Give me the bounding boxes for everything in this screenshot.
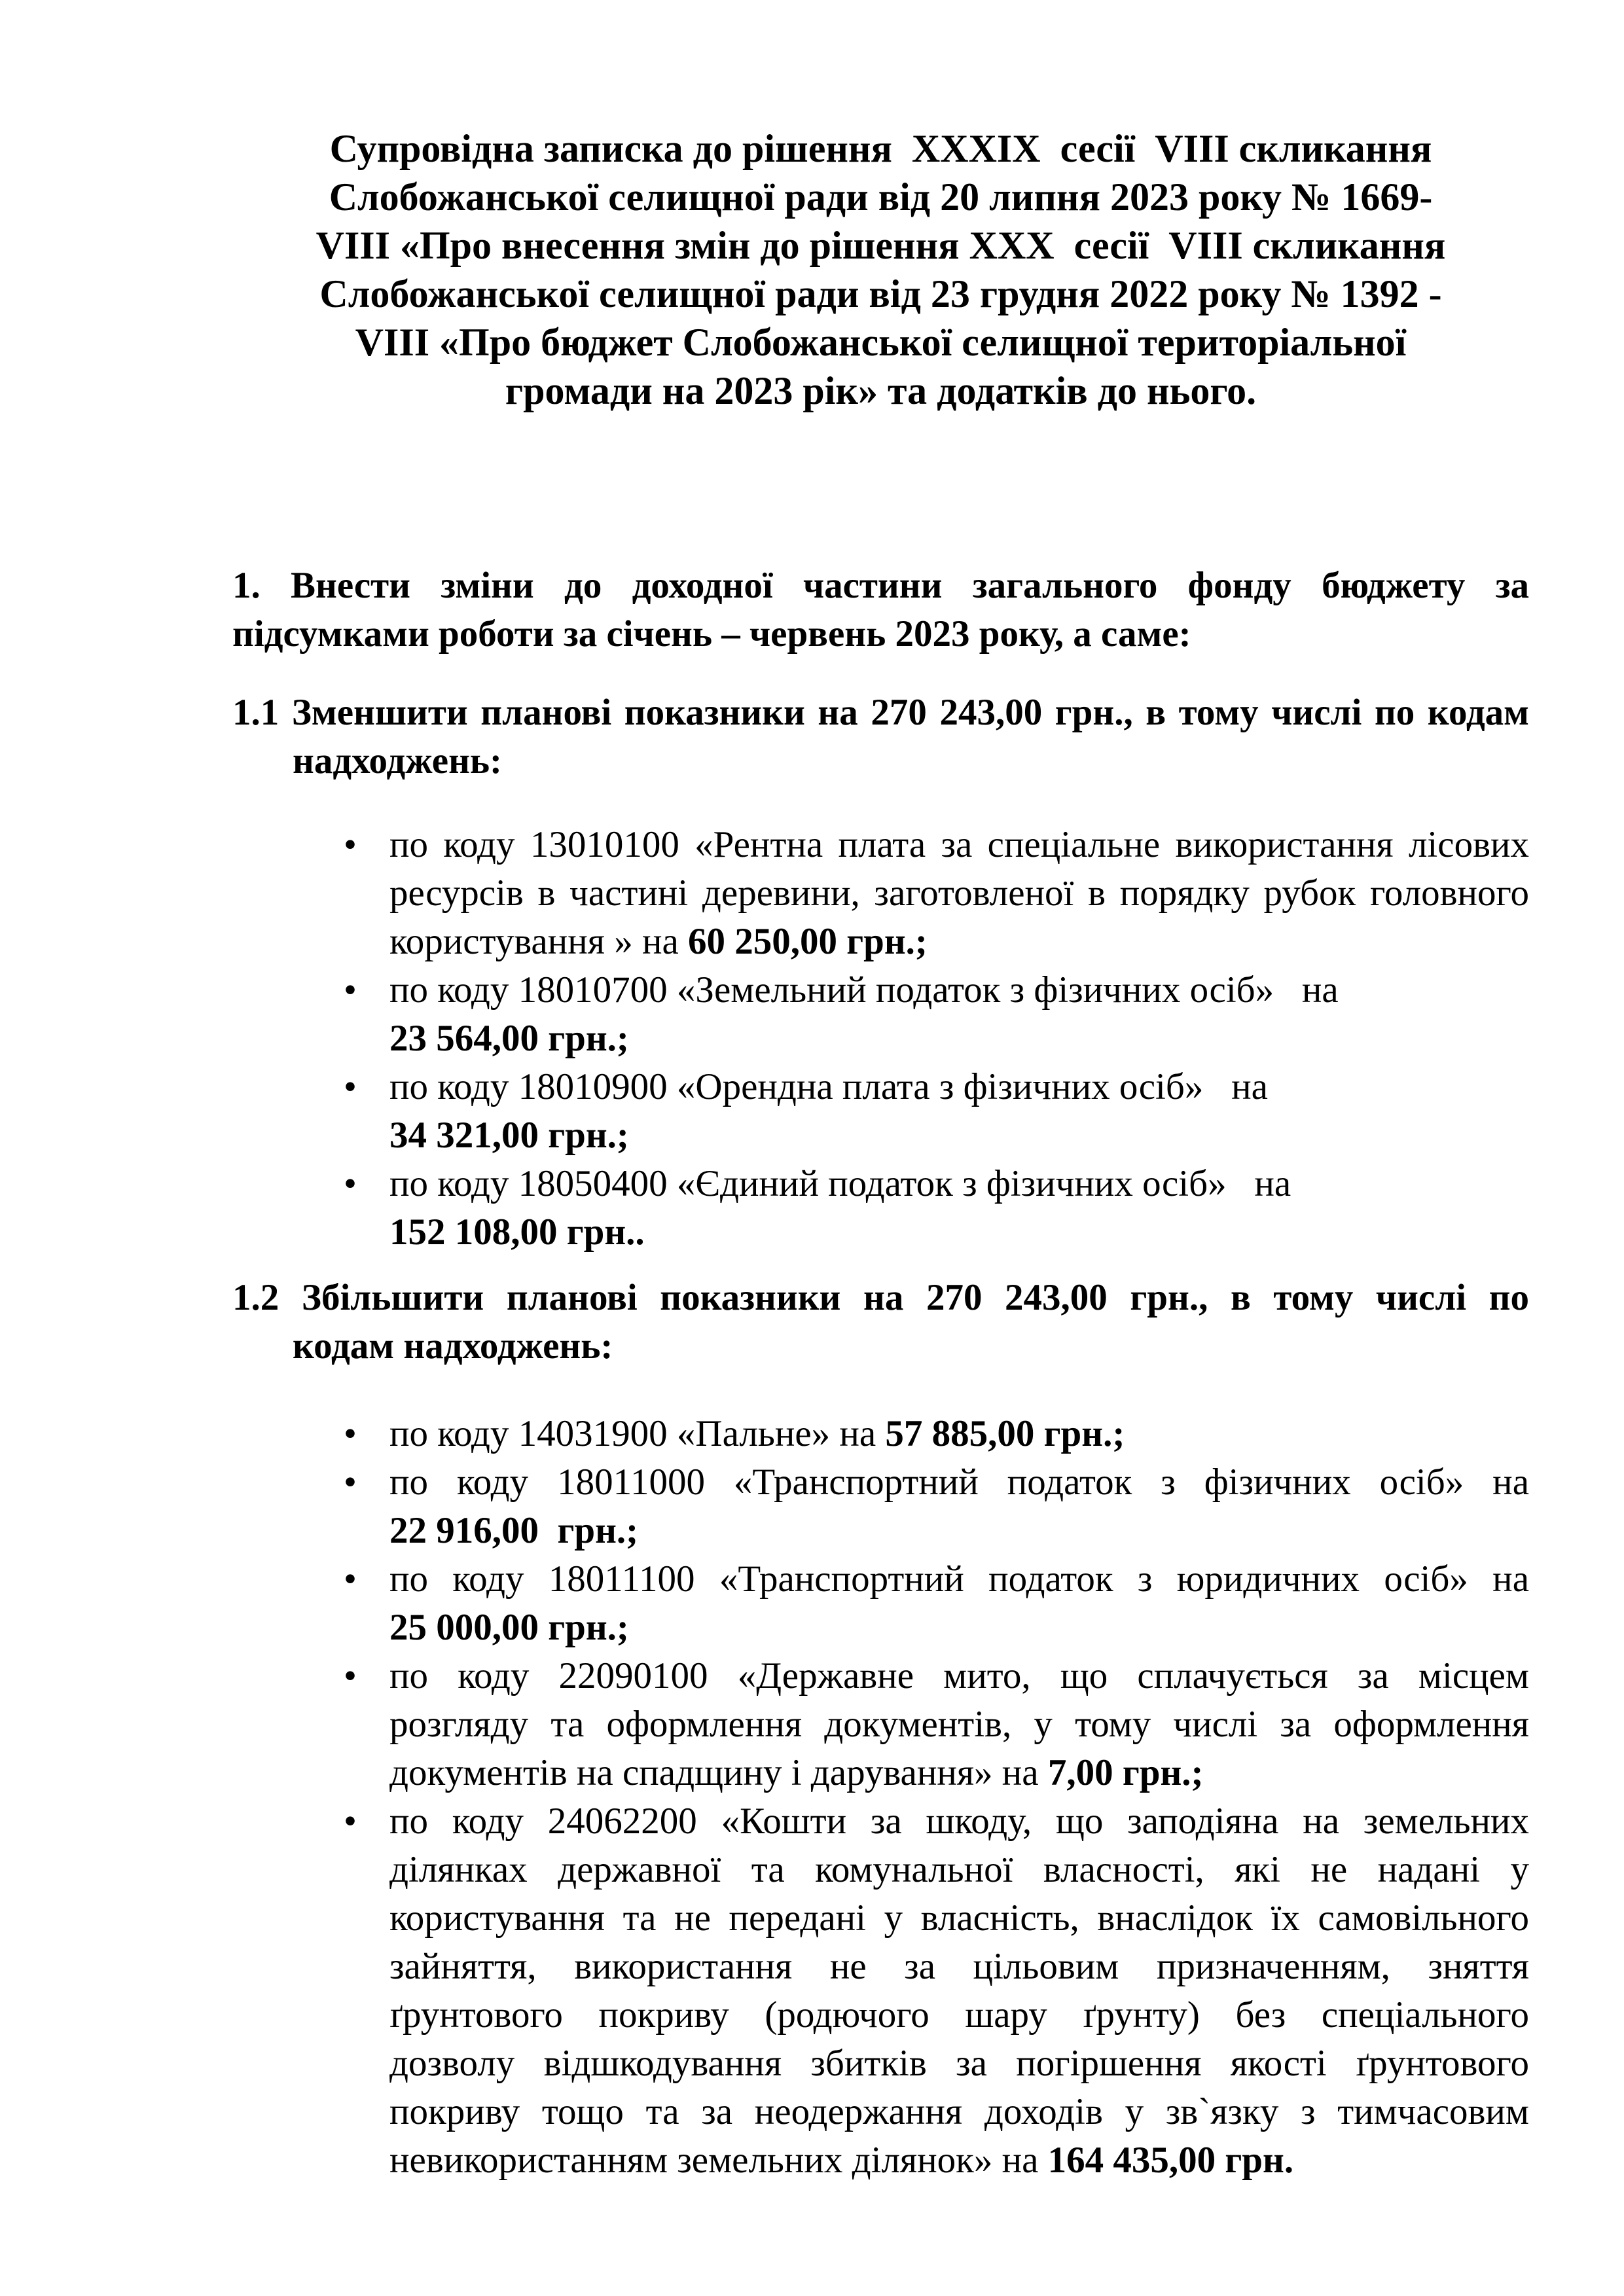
text-line: 152 108,00 грн.. bbox=[389, 1211, 645, 1253]
bullet-icon: • bbox=[344, 1655, 357, 1696]
list-item-code-18010900 bbox=[232, 1063, 1529, 1160]
text-line: 22 916,00 грн.; bbox=[389, 1510, 639, 1551]
title-line-5: VIII «Про бюджет Слобожанської селищної територіальної bbox=[355, 321, 1407, 364]
text-line: 23 564,00 грн.; bbox=[389, 1018, 629, 1059]
text-line: 34 321,00 грн.; bbox=[389, 1115, 629, 1156]
list-item-code-22090100 bbox=[232, 1652, 1529, 1797]
heading-1-1-line-1: 1.1 Зменшити планові показники на 270 243,00 грн., в тому числі по кодам bbox=[232, 692, 1529, 733]
text-line: по коду 24062200 «Кошти за шкоду, що заподіяна на земельних bbox=[389, 1801, 1529, 1842]
text-line: по коду 18010900 «Орендна плата з фізичних осіб» на bbox=[389, 1066, 1268, 1107]
heading-1-1-line-2: надходжень: bbox=[293, 740, 503, 781]
text-line: по коду 13010100 «Рентна плата за спеціальне використання лісових bbox=[389, 824, 1529, 865]
bullet-icon: • bbox=[344, 1163, 357, 1204]
text-line: покриву тощо та за неодержання доходів у зв`язку з тимчасовим bbox=[389, 2091, 1529, 2132]
list-item-text bbox=[389, 1458, 1529, 1555]
list-item-text bbox=[389, 821, 1529, 966]
bullet-icon: • bbox=[344, 1413, 357, 1454]
text-line: 25 000,00 грн.; bbox=[389, 1607, 629, 1648]
text-line: по коду 18010700 «Земельний податок з фізичних осіб» на bbox=[389, 969, 1339, 1011]
bullet-icon: • bbox=[344, 1558, 357, 1600]
list-item-code-18011100 bbox=[232, 1555, 1529, 1652]
text-line: користування » на 60 250,00 грн.; bbox=[389, 921, 928, 962]
bullet-icon: • bbox=[344, 1462, 357, 1503]
title-line-1: Супровідна записка до рішення XXXIX сесії VIII скликання bbox=[329, 127, 1432, 170]
text-line: по коду 22090100 «Державне мито, що сплачується за місцем bbox=[389, 1655, 1529, 1696]
list-item-code-13010100 bbox=[232, 821, 1529, 966]
title-line-6: громади на 2023 рік» та додатків до нього. bbox=[505, 369, 1257, 412]
text-line: дозволу відшкодування збитків за погіршення якості ґрунтового bbox=[389, 2043, 1529, 2084]
text-line: ресурсів в частині деревини, заготовленої в порядку рубок головного bbox=[389, 872, 1529, 914]
title-line-2: Слобожанської селищної ради від 20 липня 2023 року № 1669- bbox=[329, 175, 1433, 219]
text-line: документів на спадщину і дарування» на 7,00 грн.; bbox=[389, 1752, 1204, 1793]
text-line: по коду 18011100 «Транспортний податок з юридичних осіб» на bbox=[389, 1558, 1529, 1600]
text-line: по коду 18050400 «Єдиний податок з фізичних осіб» на bbox=[389, 1163, 1291, 1204]
increase-codes-list bbox=[232, 1410, 1529, 2185]
paragraph-1-line-2: підсумками роботи за січень – червень 2023 року, а саме: bbox=[232, 613, 1191, 655]
heading-1-2 bbox=[232, 1274, 1529, 1371]
text-line: ґрунтового покриву (родючого шару ґрунту) без спеціального bbox=[389, 1994, 1529, 2036]
bullet-icon: • bbox=[344, 969, 357, 1011]
paragraph-1-line-1: 1. Внести зміни до доходної частини загального фонду бюджету за bbox=[232, 565, 1529, 606]
paragraph-1 bbox=[232, 562, 1529, 658]
list-item-text bbox=[389, 1797, 1529, 2185]
decrease-codes-list bbox=[232, 821, 1529, 1257]
list-item-text bbox=[389, 1555, 1529, 1652]
text-line: розгляду та оформлення документів, у тому числі за оформлення bbox=[389, 1704, 1529, 1745]
list-item-code-24062200 bbox=[232, 1797, 1529, 2185]
list-item-text bbox=[389, 966, 1529, 1063]
heading-1-2-line-1: 1.2 Збільшити планові показники на 270 243,00 грн., в тому числі по bbox=[232, 1277, 1529, 1318]
text-line: невикористанням земельних ділянок» на 164 435,00 грн. bbox=[389, 2140, 1294, 2181]
list-item-code-18010700 bbox=[232, 966, 1529, 1063]
list-item-text bbox=[389, 1063, 1529, 1160]
text-line: користування та не передані у власність, внаслідок їх самовільного bbox=[389, 1897, 1529, 1939]
bullet-icon: • bbox=[344, 824, 357, 865]
heading-1-1 bbox=[232, 689, 1529, 785]
list-item-text bbox=[389, 1652, 1529, 1797]
title-line-4: Слобожанської селищної ради від 23 грудня 2022 року № 1392 - bbox=[319, 272, 1442, 315]
list-item-code-18011000 bbox=[232, 1458, 1529, 1555]
list-item-text bbox=[389, 1410, 1529, 1458]
text-line: по коду 18011000 «Транспортний податок з фізичних осіб» на bbox=[389, 1462, 1529, 1503]
title-line-3: VIII «Про внесення змін до рішення XXX сесії VIII скликання bbox=[316, 224, 1446, 267]
text-line: зайняття, використання не за цільовим призначенням, зняття bbox=[389, 1946, 1529, 1987]
list-item-code-18050400 bbox=[232, 1160, 1529, 1257]
text-line: ділянках державної та комунальної власності, які не надані у bbox=[389, 1849, 1529, 1890]
list-item-text bbox=[389, 1160, 1529, 1257]
heading-1-2-line-2: кодам надходжень: bbox=[293, 1325, 613, 1367]
list-item-code-14031900 bbox=[232, 1410, 1529, 1458]
bullet-icon: • bbox=[344, 1066, 357, 1107]
document-title bbox=[232, 0, 1529, 415]
bullet-icon: • bbox=[344, 1801, 357, 1842]
text-line: по коду 14031900 «Пальне» на 57 885,00 грн.; bbox=[389, 1413, 1125, 1454]
